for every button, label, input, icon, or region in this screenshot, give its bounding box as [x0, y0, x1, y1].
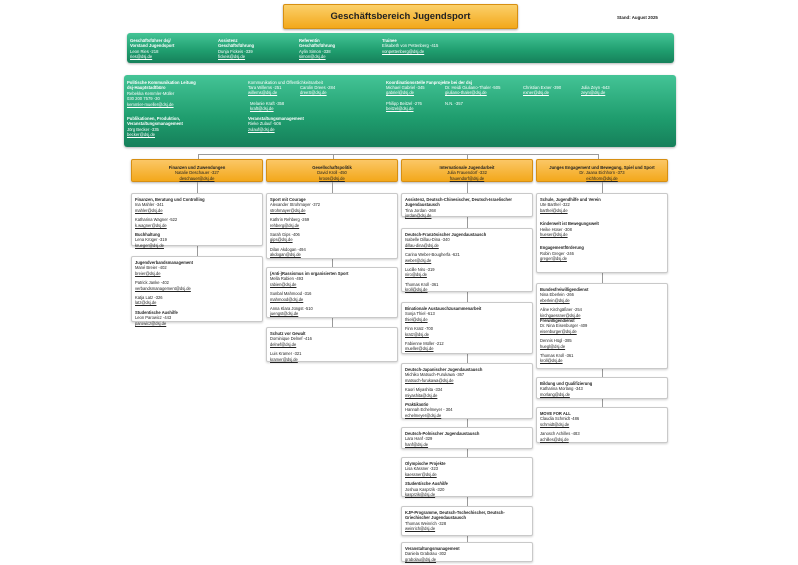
email-link[interactable]: kroos@dsj.de: [319, 175, 345, 181]
email-link[interactable]: mahler@dsj.de: [135, 207, 163, 213]
person-name: Lucille Niro -319: [405, 266, 435, 272]
unit-title: Deutsch-Japanischer Jugendaustausch: [405, 367, 483, 372]
unit-title: Deutsch-Französischer Jugendaustausch: [405, 232, 487, 237]
email-link[interactable]: gips@dsj.de: [270, 237, 293, 243]
dept-international: [401, 159, 533, 182]
person-name: Rieke Zulauf -506: [248, 121, 282, 127]
email-link[interactable]: zulauf@dsj.de: [248, 126, 275, 132]
person-name: Luis Kramer -321: [270, 351, 302, 357]
email-link[interactable]: jordan@dsj.de: [405, 213, 432, 219]
role: Publikationen, Produktion, Veranstaltungsmanagement: [127, 116, 183, 127]
unit-deutsch-japanisch: [401, 363, 533, 419]
person-name: Julia Zeyn -643: [581, 85, 610, 90]
email-link[interactable]: delnef@dsj.de: [270, 341, 297, 347]
email-link[interactable]: deschauer@dsj.de: [179, 175, 215, 181]
email-link[interactable]: juengst@dsj.de: [270, 311, 299, 317]
email-link[interactable]: giuliano-thaler@dsj.de: [445, 90, 487, 96]
email-link[interactable]: simon@dsj.de: [299, 54, 326, 60]
unit-title: Engagementförderung: [540, 245, 584, 251]
email-link[interactable]: kramer@dsj.de: [270, 356, 298, 362]
person-name: Dunja Fickeis -339: [218, 48, 253, 54]
person-name: Alexander Strohmayer -372: [270, 202, 321, 208]
email-link[interactable]: eisenburger@dsj.de: [540, 328, 577, 334]
role: Referentin Geschäftsführung: [299, 38, 336, 49]
stab-koord-2: [445, 85, 500, 96]
unit-move-for-all: [536, 407, 668, 443]
stab-koord-5: [386, 101, 422, 112]
person-name: Fabienne Müller -212: [405, 340, 444, 346]
person-name: N.N. -357: [445, 101, 463, 106]
unit-title: Olympische Projekte: [405, 461, 446, 466]
person-name: Lisa Kässner -323: [405, 466, 438, 472]
person-name: Robin Greger -246: [540, 250, 574, 256]
email-link[interactable]: gabriel@dsj.de: [386, 90, 414, 96]
stab-koord-4: [581, 85, 610, 96]
email-link[interactable]: eichhorn@dsj.de: [586, 175, 618, 181]
unit-antirassismus: [266, 267, 398, 318]
person-name: Mané Breier -402: [135, 265, 167, 271]
unit-title: Deutsch-Polnischer Jugendaustausch: [405, 431, 480, 436]
email-link[interactable]: k.wagner@dsj.de: [135, 222, 167, 228]
email-link[interactable]: kasprzik@dsj.de: [405, 491, 436, 497]
unit-kjp-programme: [401, 506, 533, 536]
stab-kom-2: [300, 85, 335, 96]
role: Assistenz Geschäftsführung: [218, 38, 255, 49]
stab-koordination-title: Koordinationsstelle Fanprojekte bei der dsj: [386, 80, 473, 85]
person-name: Finn Kratz -700: [405, 326, 433, 332]
email-link[interactable]: latz@dsj.de: [135, 300, 157, 306]
unit-jugendverband: [131, 256, 263, 326]
email-link[interactable]: frauendorf@dsj.de: [449, 175, 485, 181]
email-link[interactable]: mahmood@dsj.de: [270, 296, 304, 302]
unit-title: Finanzen, Beratung und Controlling: [135, 197, 205, 202]
unit-title: Binationale Austauschzusammenarbeit: [405, 306, 482, 311]
stab-box: [124, 75, 676, 147]
dept-title: Finanzen und Zuwendungen: [168, 165, 226, 170]
email-link[interactable]: breier@dsj.de: [135, 270, 161, 276]
unit-veranstaltungsmanagement: [401, 542, 533, 562]
person-name: Joshua Kasprzik -320: [405, 486, 445, 492]
unit-title: Schutz vor Gewalt: [270, 331, 306, 336]
stab-kom-3: [250, 101, 284, 112]
person-name: Daniela Grabolau -302: [405, 551, 447, 557]
unit-schule-jugendhilfe: [536, 193, 668, 273]
person-name: Melanie Kraft -358: [250, 101, 285, 106]
person-name: Michiko Matsuch-Furukawa -367: [405, 372, 465, 378]
person-name: Thomas Kroll -361: [540, 352, 574, 358]
email-link[interactable]: krueger@dsj.de: [135, 242, 164, 248]
role: Politische Kommunikation Leitung dsj-Hauptstadtbüro: [127, 80, 196, 91]
person-name: Leon Ries -218: [130, 48, 159, 54]
connector-line: [198, 154, 598, 155]
role: Trainee: [382, 38, 397, 43]
email-link[interactable]: thiel@dsj.de: [405, 316, 428, 322]
email-link[interactable]: kemmler-mueller@dsj.de: [127, 101, 174, 107]
person-name: Katharina Morlang -343: [540, 386, 583, 392]
email-link[interactable]: verbandsmanagement@dsj.de: [135, 285, 191, 291]
person-name: Ute Barthel -322: [540, 202, 570, 208]
stab-kom-1: [248, 85, 282, 96]
person-name: Patrick Janke -402: [135, 280, 169, 286]
email-link[interactable]: kroll@dsj.de: [405, 287, 428, 293]
date-stand: Stand: August 2025: [617, 15, 658, 20]
email-link[interactable]: mueller@dsj.de: [405, 346, 434, 352]
email-link[interactable]: greger@dsj.de: [540, 256, 567, 262]
email-link[interactable]: kaessner@dsj.de: [405, 471, 437, 477]
person-name: Heike Hüser -308: [540, 226, 572, 232]
email-link[interactable]: rabien@dsj.de: [270, 281, 297, 287]
unit-finanzen-controlling: [131, 193, 263, 246]
unit-binational: [401, 302, 533, 354]
email-link[interactable]: strohmayer@dsj.de: [270, 207, 306, 213]
person-name: Claudia Schmidt -486: [540, 416, 580, 422]
email-link[interactable]: ries@dsj.de: [130, 54, 153, 60]
email-link[interactable]: kratz@dsj.de: [405, 331, 429, 337]
person-name: Lara Hanf -329: [405, 436, 433, 442]
person-name: Dr. Heidi Giuliano-Thaler -505: [445, 85, 501, 90]
email-link[interactable]: hueser@dsj.de: [540, 231, 568, 237]
stab-koord-6: [445, 101, 463, 106]
person-name: Dilan Akdogan -494: [270, 246, 306, 252]
person-name: Sarah Gips -406: [270, 231, 300, 237]
unit-subtitle: Studentische Aushilfe: [405, 481, 448, 487]
email-link[interactable]: beitzel@dsj.de: [386, 106, 414, 112]
email-link[interactable]: dreeS@dsj.de: [300, 90, 327, 96]
person-name: Isabelle Dillau-Dina -340: [405, 237, 450, 243]
email-link[interactable]: weinrich@dsj.de: [405, 526, 436, 532]
unit-title: Schule, Jugendhilfe und Verein: [540, 197, 601, 202]
unit-title: Bildung und Qualifizierung: [540, 381, 593, 386]
person-name: Ina Mahler -341: [135, 202, 164, 208]
dept-title: Internationale Jugendarbeit: [439, 165, 495, 170]
email-link[interactable]: eberlein@dsj.de: [540, 297, 570, 303]
unit-bildung: [536, 377, 668, 399]
person-name: Sunbal Mahmood -316: [270, 291, 312, 297]
person-name: Dr. Nina Eisenburger -409: [540, 323, 588, 329]
unit-deutsch-polnisch: [401, 427, 533, 449]
unit-title: Kinderwelt ist Bewegungswelt: [540, 221, 599, 227]
email-link[interactable]: vonpettenberg@dsj.de: [382, 48, 425, 54]
person-name: Dennis Hügl -385: [540, 338, 572, 344]
unit-sport-courage: [266, 193, 398, 259]
email-link[interactable]: hanf@dsj.de: [405, 441, 429, 447]
email-link[interactable]: rehberg@dsj.de: [270, 222, 300, 228]
person-name: Katja Latz -326: [135, 294, 163, 300]
dept-finanzen: [131, 159, 263, 182]
unit-title: Veranstaltungsmanagement: [405, 546, 460, 551]
person-name: Thomas Kroll -361: [405, 281, 439, 287]
email-link[interactable]: willems@dsj.de: [248, 90, 278, 96]
stab-publikationen: [127, 116, 183, 138]
person-name: Leon Parowicz -443: [135, 315, 172, 321]
email-link[interactable]: becker@dsj.de: [127, 132, 155, 138]
unit-olympische-projekte: [401, 457, 533, 497]
email-link[interactable]: matsuch-furukawa@dsj.de: [405, 377, 454, 383]
title-text: Geschäftsbereich Jugendsport: [330, 11, 471, 22]
unit-title: Sport mit Courage: [270, 197, 306, 202]
email-link[interactable]: grabolau@dsj.de: [405, 556, 437, 562]
email-link[interactable]: niro@dsj.de: [405, 272, 427, 278]
email-link[interactable]: morlang@dsj.de: [540, 391, 570, 397]
dept-gesellschaftspolitik: [266, 159, 398, 182]
person-name: Katharina Wagner -522: [135, 217, 178, 223]
unit-title: Freiwilligendienst: [540, 317, 575, 323]
unit-title: Buchhaltung: [135, 231, 161, 237]
person-name: Aylin Simon -338: [299, 48, 331, 54]
person-name: Dominique Delnef -416: [270, 336, 312, 342]
person-name: Sonja Thiel -613: [405, 311, 435, 317]
person-name: Kathrin Rehberg -269: [270, 217, 310, 223]
person-name: Carolin Drees -284: [300, 85, 336, 90]
person-name: Lena Krüger -319: [135, 237, 167, 243]
stab-kommunikation-title: Kommunikation und Öffentlichkeitsarbeit: [248, 80, 323, 85]
unit-title: Jugendverbandsmanagement: [135, 260, 194, 265]
email-link[interactable]: parowicz@dsj.de: [135, 320, 167, 326]
stab-politik: [127, 80, 196, 107]
person-name: Mella Rabien -493: [270, 276, 304, 282]
unit-assistenz-cn-il: [401, 193, 533, 217]
person-name: Kaori Miyashita -334: [405, 387, 443, 393]
dept-title: Gesellschaftspolitik: [312, 165, 352, 170]
person-name: Aline Kirchgäßner -254: [540, 307, 582, 313]
person-name: Dr. Jaana Eichhorn -373: [579, 170, 625, 176]
person-name: Carina Weber-Bougherfa -621: [405, 252, 460, 258]
person-name: Julia Frauendorf -332: [447, 170, 487, 176]
email-link[interactable]: echelmeyer@dsj.de: [405, 412, 442, 418]
person-name: Elisabeth von Pettenberg -415: [382, 43, 439, 49]
person-name: Nina Eberlein -266: [540, 292, 574, 298]
leadership-bar: [127, 33, 674, 63]
email-link[interactable]: fickeis@dsj.de: [218, 54, 246, 60]
email-link[interactable]: barthel@dsj.de: [540, 207, 568, 213]
email-link[interactable]: schmidt@dsj.de: [540, 421, 570, 427]
person-name: Janosch Achilles -483: [540, 431, 580, 437]
person-name: Thomas Weinrich -328: [405, 520, 447, 526]
leitung-trainee: [382, 38, 438, 54]
email-link[interactable]: kroll@dsj.de: [540, 358, 563, 364]
person-name: Rebekka Kemmler-Müller 030 200 7579 -30: [127, 90, 175, 102]
email-link[interactable]: exner@dsj.de: [523, 90, 549, 96]
person-name: Anna Klara Jüngst -510: [270, 305, 313, 311]
person-name: Tara Willems -251: [248, 85, 282, 90]
leitung-gf: [130, 38, 174, 60]
email-link[interactable]: miyashita@dsj.de: [405, 392, 438, 398]
person-name: Natalie Deschauer -327: [175, 170, 219, 176]
email-link[interactable]: weber@dsj.de: [405, 257, 432, 263]
unit-deutsch-franzoesisch: [401, 228, 533, 292]
email-link[interactable]: dillau-dina@dsj.de: [405, 242, 439, 248]
stab-koord-1: [386, 85, 425, 96]
unit-title: Bundesfreiwilligendienst: [540, 287, 589, 292]
person-name: David Kroll -450: [317, 170, 347, 176]
email-link[interactable]: zeyn@dsj.de: [581, 90, 606, 96]
unit-title: Studentische Aushilfe: [135, 309, 178, 315]
email-link[interactable]: huegl@dsj.de: [540, 343, 566, 349]
role: Veranstaltungsmanagement: [248, 116, 304, 121]
leitung-assistenz: [218, 38, 254, 60]
email-link[interactable]: achilles@dsj.de: [540, 436, 569, 442]
person-name: Christian Exner -390: [523, 85, 562, 90]
unit-title: (Anti-)Rassismus im organisierten Sport: [270, 271, 349, 276]
role: Geschäftsführer dsj/ Vorstand Jugendsport: [130, 38, 175, 49]
unit-subtitle: Praktikantin: [405, 401, 429, 407]
page-title: [283, 4, 518, 29]
unit-schutz-gewalt: [266, 327, 398, 362]
email-link[interactable]: kirchgaessner@dsj.de: [540, 312, 581, 318]
unit-title: KJP-Programme, Deutsch-Tschechischer, Deutsch-Griechischer Jugendaustausch: [405, 510, 505, 521]
stab-koord-3: [523, 85, 561, 96]
email-link[interactable]: kraft@dsj.de: [250, 106, 274, 112]
unit-freiwilligendienst: [536, 283, 668, 369]
dept-title: Junges Engagement und Bewegung, Spiel und Sport: [549, 165, 655, 170]
person-name: Philipp Beitzel -276: [386, 101, 422, 106]
dept-engagement: [536, 159, 668, 182]
unit-title: MOVE FOR ALL: [540, 411, 571, 416]
unit-title: Assistenz, Deutsch-Chinesischer, Deutsch-Israelischer Jugendaustausch: [405, 197, 512, 208]
person-name: Tina Jordan -268: [405, 207, 436, 213]
person-name: Hannah Echelmeyer - 304: [405, 407, 453, 413]
stab-veranstaltung: [248, 116, 304, 132]
person-name: Jörg Becker -335: [127, 126, 159, 132]
email-link[interactable]: akdogan@dsj.de: [270, 252, 301, 258]
leitung-referentin: [299, 38, 335, 60]
person-name: Michael Gabriel -345: [386, 85, 425, 90]
